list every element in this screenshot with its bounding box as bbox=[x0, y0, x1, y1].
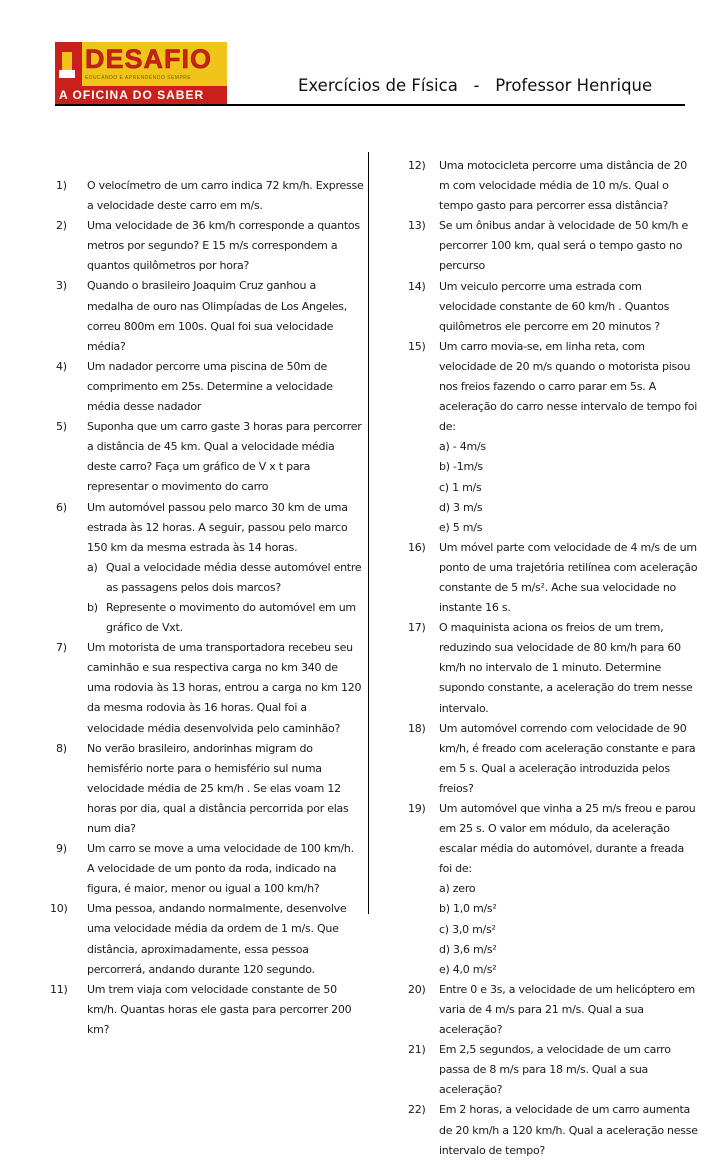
question-2: 2) Uma velocidade de 36 km/h corresponde a quantos metros por segundo? E 15 m/s correspondem a quantos quilômetros por hora? bbox=[56, 219, 360, 273]
question-5: 5) Suponha que um carro gaste 3 horas para percorrer a distância de 45 km. Qual a velocidade média deste carro? Faça um gráfico de V x t para representar o movimento do carro bbox=[56, 420, 362, 494]
question-21: 21) Em 2,5 segundos, a velocidade de um carro passa de 8 m/s para 18 m/s. Qual a sua aceleração? bbox=[408, 1043, 671, 1097]
header-rule bbox=[55, 104, 685, 106]
logo-tagline: EDUCANDO E APRENDENDO SEMPRE bbox=[85, 75, 192, 81]
option-15c: c) 1 m/s bbox=[439, 480, 482, 494]
question-19: 19) Um automóvel que vinha a 25 m/s freou e parou em 25 s. O valor em módulo, da aceleração escalar média do automóvel, durante a freada foi de: a) zero b) 1,0 m/s² c) 3,0 m/s² d) 3,6 m/s² e) 4,0 m/s² bbox=[408, 799, 700, 980]
desafio-logo bbox=[55, 42, 227, 104]
left-column bbox=[50, 176, 364, 1040]
question-7: 7) Um motorista de uma transportadora recebeu seu caminhão e sua respectiva carga no km 340 de uma rodovia às 13 horas, entrou a carga no km 120 da mesma rodovia às 16 horas. Qual foi a velocidade média desenvolvida pelo caminhão? bbox=[56, 641, 362, 735]
option-19a: a) zero bbox=[439, 882, 476, 896]
option-15b: b) -1m/s bbox=[439, 460, 483, 474]
option-19d: d) 3,6 m/s² bbox=[439, 942, 497, 956]
logo-slogan: A OFICINA DO SABER bbox=[59, 88, 205, 102]
question-15: 15) Um carro movia-se, em linha reta, com velocidade de 20 m/s quando o motorista pisou nos freios fazendo o carro parar em 5s. A aceleração do carro nesse intervalo de tempo foi de: a) - 4m/s b) -1m/s c) 1 m/s d) 3 m/s e) 5 m/s bbox=[408, 337, 700, 538]
column-divider bbox=[368, 152, 369, 914]
page-title: Exercícios de Física - Professor Henrique bbox=[298, 76, 653, 95]
question-9: 9) Um carro se move a uma velocidade de 100 km/h. A velocidade de um ponto da roda, indicado na figura, é maior, menor ou igual a 100 km/h? bbox=[56, 842, 354, 896]
question-4: 4) Um nadador percorre uma piscina de 50m de comprimento em 25s. Determine a velocidade média desse nadador bbox=[56, 359, 333, 414]
option-15e: e) 5 m/s bbox=[439, 520, 483, 534]
question-8: 8) No verão brasileiro, andorinhas migram do hemisfério norte para o hemisfério sul numa velocidade média de 25 km/h . Se elas voam 12 horas por dia, qual a distância percorrida por elas num dia? bbox=[56, 741, 349, 835]
question-11: 11) Um trem viaja com velocidade constante de 50 km/h. Quantas horas ele gasta para percorrer 200 km? bbox=[50, 982, 352, 1036]
question-6: 6) Um automóvel passou pelo marco 30 km de uma estrada às 12 horas. A seguir, passou pelo marco 150 km da mesma estrada às 14 horas. a) Qual a velocidade média desse automóvel entre as passagens pelos dois marcos? b) Represente o movimento do automóvel em um gráfico de Vxt. bbox=[56, 498, 364, 639]
question-3: 3) Quando o brasileiro Joaquim Cruz ganhou a medalha de ouro nas Olimpíadas de Los Angeles, correu 800m em 100s. Qual foi sua velocidade média? bbox=[56, 279, 348, 353]
right-column bbox=[408, 156, 700, 1161]
question-1: 1) O velocímetro de um carro indica 72 km/h. Expresse a velocidade deste carro em m/s. bbox=[56, 179, 364, 213]
logo-name: DESAFIO bbox=[85, 44, 213, 74]
question-6a: a) Qual a velocidade média desse automóvel entre as passagens pelos dois marcos? bbox=[87, 560, 362, 594]
question-22: 22) Em 2 horas, a velocidade de um carro aumenta de 20 km/h a 120 km/h. Qual a aceleração nesse intervalo de tempo? bbox=[408, 1103, 698, 1157]
option-15a: a) - 4m/s bbox=[439, 440, 486, 454]
option-15d: d) 3 m/s bbox=[439, 500, 483, 514]
question-20: 20) Entre 0 e 3s, a velocidade de um helicóptero em varia de 4 m/s para 21 m/s. Qual a sua aceleração? bbox=[408, 982, 695, 1037]
logo-emblem-icon bbox=[55, 42, 82, 86]
option-19b: b) 1,0 m/s² bbox=[439, 902, 497, 916]
question-13: 13) Se um ônibus andar à velocidade de 50 km/h e percorrer 100 km, qual será o tempo gasto no percurso bbox=[408, 219, 688, 273]
question-17: 17) O maquinista aciona os freios de um trem, reduzindo sua velocidade de 80 km/h para 60 km/h no intervalo de 1 minuto. Determine supondo constante, a aceleração do trem nesse intervalo. bbox=[408, 621, 693, 715]
question-18: 18) Um automóvel correndo com velocidade de 90 km/h, é freado com aceleração constante e para em 5 s. Qual a aceleração introduzida pelos freios? bbox=[408, 721, 696, 795]
question-10: 10) Uma pessoa, andando normalmente, desenvolve uma velocidade média da ordem de 1 m/s. Que distância, aproximadamente, essa pessoa percorrerá, andando durante 120 segundo. bbox=[50, 902, 347, 976]
option-19e: e) 4,0 m/s² bbox=[439, 962, 497, 976]
option-19c: c) 3,0 m/s² bbox=[439, 922, 496, 936]
question-16: 16) Um móvel parte com velocidade de 4 m/s de um ponto de uma trajetória retilínea com aceleração constante de 5 m/s². Ache sua velocidade no instante 16 s. bbox=[408, 540, 698, 615]
page-header bbox=[0, 0, 728, 112]
question-6b: b) Represente o movimento do automóvel em um gráfico de Vxt. bbox=[87, 600, 356, 635]
question-14: 14) Um veiculo percorre uma estrada com velocidade constante de 60 km/h . Quantos quilômetros ele percorre em 20 minutos ? bbox=[408, 279, 670, 333]
question-12: 12) Uma motocicleta percorre uma distância de 20 m com velocidade média de 10 m/s. Qual o tempo gasto para percorrer essa distância? bbox=[408, 159, 688, 213]
